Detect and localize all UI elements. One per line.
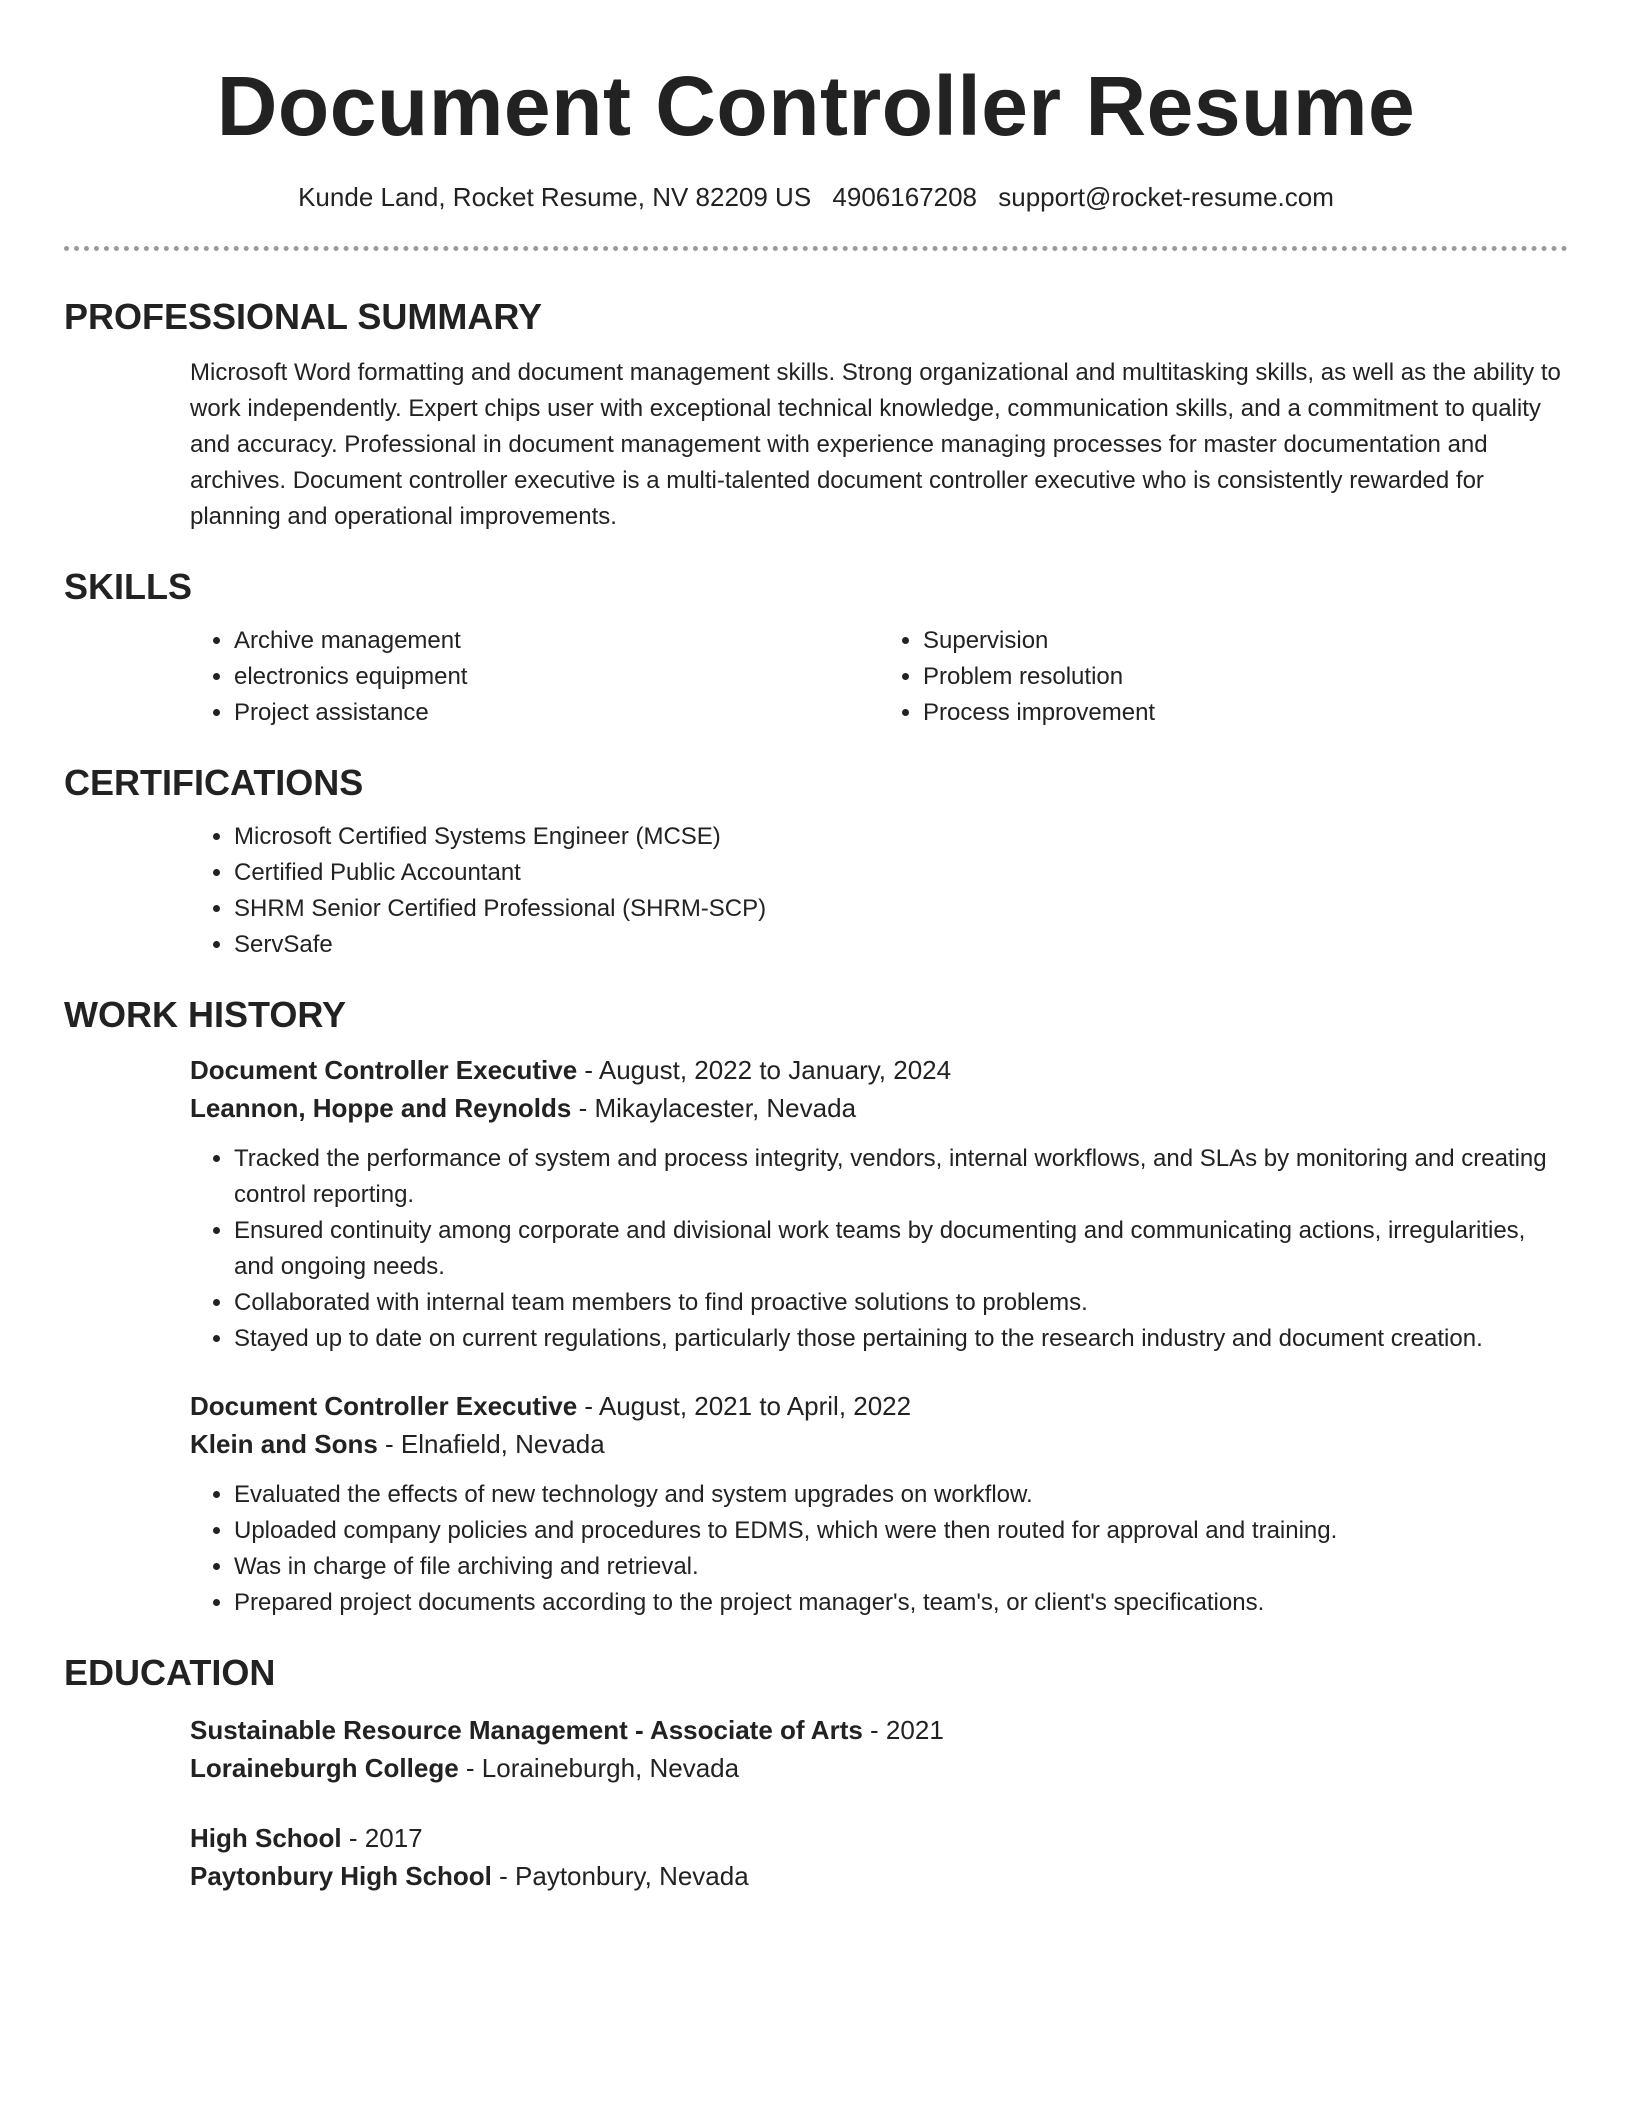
list-item: • Problem resolution <box>923 659 1568 695</box>
job-company-line <box>190 1089 1568 1127</box>
list-item: • Certified Public Accountant <box>234 855 1568 891</box>
skills-heading: SKILLS <box>64 566 193 607</box>
education-school-line <box>190 1749 1568 1787</box>
education-entry <box>190 1819 1568 1895</box>
certifications-section <box>64 761 1568 963</box>
job-entry <box>190 1051 1568 1357</box>
job-bullets <box>190 1141 1568 1357</box>
contact-phone: 4906167208 <box>832 182 978 212</box>
header-divider <box>64 246 1568 251</box>
education-degree-line <box>190 1819 1568 1857</box>
job-dates: - August, 2022 to January, 2024 <box>577 1055 952 1085</box>
summary-heading: PROFESSIONAL SUMMARY <box>64 296 543 337</box>
list-item: • Collaborated with internal team members to find proactive solutions to problems. <box>234 1285 1568 1321</box>
list-item: • SHRM Senior Certified Professional (SHRM-SCP) <box>234 891 1568 927</box>
job-title-line <box>190 1387 1568 1425</box>
skills-list-left <box>190 623 879 731</box>
work-history-heading: WORK HISTORY <box>64 994 347 1035</box>
job-company: Leannon, Hoppe and Reynolds <box>190 1093 572 1123</box>
education-location: - Loraineburgh, Nevada <box>458 1753 740 1783</box>
list-item: • Ensured continuity among corporate and divisional work teams by documenting and communicating actions, irregularities, and ongoing needs. <box>234 1213 1568 1285</box>
contact-email: support@rocket-resume.com <box>998 182 1334 212</box>
job-title-line <box>190 1051 1568 1089</box>
education-school-line <box>190 1857 1568 1895</box>
job-entry <box>190 1387 1568 1621</box>
education-year: - 2017 <box>341 1823 423 1853</box>
job-company-line <box>190 1425 1568 1463</box>
skills-section <box>64 565 1568 731</box>
education-degree: Sustainable Resource Management - Associate of Arts <box>190 1715 863 1745</box>
education-degree: High School <box>190 1823 342 1853</box>
job-company: Klein and Sons <box>190 1429 378 1459</box>
job-location: - Elnafield, Nevada <box>377 1429 605 1459</box>
list-item: • Process improvement <box>923 695 1568 731</box>
list-item: • Archive management <box>234 623 879 659</box>
job-bullets <box>190 1477 1568 1621</box>
certifications-heading: CERTIFICATIONS <box>64 762 364 803</box>
contact-line <box>64 180 1568 214</box>
education-school: Paytonbury High School <box>190 1861 492 1891</box>
list-item: • Supervision <box>923 623 1568 659</box>
list-item: • Project assistance <box>234 695 879 731</box>
skills-list-right <box>879 623 1568 731</box>
resume-page <box>64 0 1568 1895</box>
list-item: • Tracked the performance of system and process integrity, vendors, internal workflows, and SLAs by monitoring and creating control reporting. <box>234 1141 1568 1213</box>
education-entry <box>190 1711 1568 1787</box>
education-school: Loraineburgh College <box>190 1753 459 1783</box>
list-item: • electronics equipment <box>234 659 879 695</box>
education-year: - 2021 <box>862 1715 944 1745</box>
education-degree-line <box>190 1711 1568 1749</box>
job-title: Document Controller Executive <box>190 1391 578 1421</box>
list-item: • Prepared project documents according to the project manager's, team's, or client's specifications. <box>234 1585 1568 1621</box>
list-item: • Was in charge of file archiving and retrieval. <box>234 1549 1568 1585</box>
list-item: • Evaluated the effects of new technology and system upgrades on workflow. <box>234 1477 1568 1513</box>
education-section <box>64 1651 1568 1895</box>
job-location: - Mikaylacester, Nevada <box>571 1093 857 1123</box>
education-location: - Paytonbury, Nevada <box>491 1861 749 1891</box>
work-history-section <box>64 993 1568 1621</box>
contact-address: Kunde Land, Rocket Resume, NV 82209 US <box>298 182 812 212</box>
job-title: Document Controller Executive <box>190 1055 578 1085</box>
certifications-list <box>190 819 1568 963</box>
summary-section <box>64 295 1568 535</box>
list-item: • Stayed up to date on current regulations, particularly those pertaining to the research industry and document creation. <box>234 1321 1568 1357</box>
job-dates: - August, 2021 to April, 2022 <box>577 1391 912 1421</box>
education-heading: EDUCATION <box>64 1652 276 1693</box>
list-item: • Microsoft Certified Systems Engineer (MCSE) <box>234 819 1568 855</box>
resume-title: Document Controller Resume <box>216 59 1416 153</box>
list-item: • Uploaded company policies and procedures to EDMS, which were then routed for approval and training. <box>234 1513 1568 1549</box>
summary-text: Microsoft Word formatting and document management skills. Strong organizational and multitasking skills, as well as the ability to work independently. Expert chips user with exceptional technical knowledge, communication skills, and a commitment to quality and accuracy. Professional in document management with experience managing processes for master documentation and archives. Document controller executive is a multi-talented document controller executive who is consistently rewarded for planning and operational improvements. <box>190 359 1561 530</box>
list-item: • ServSafe <box>234 927 1568 963</box>
